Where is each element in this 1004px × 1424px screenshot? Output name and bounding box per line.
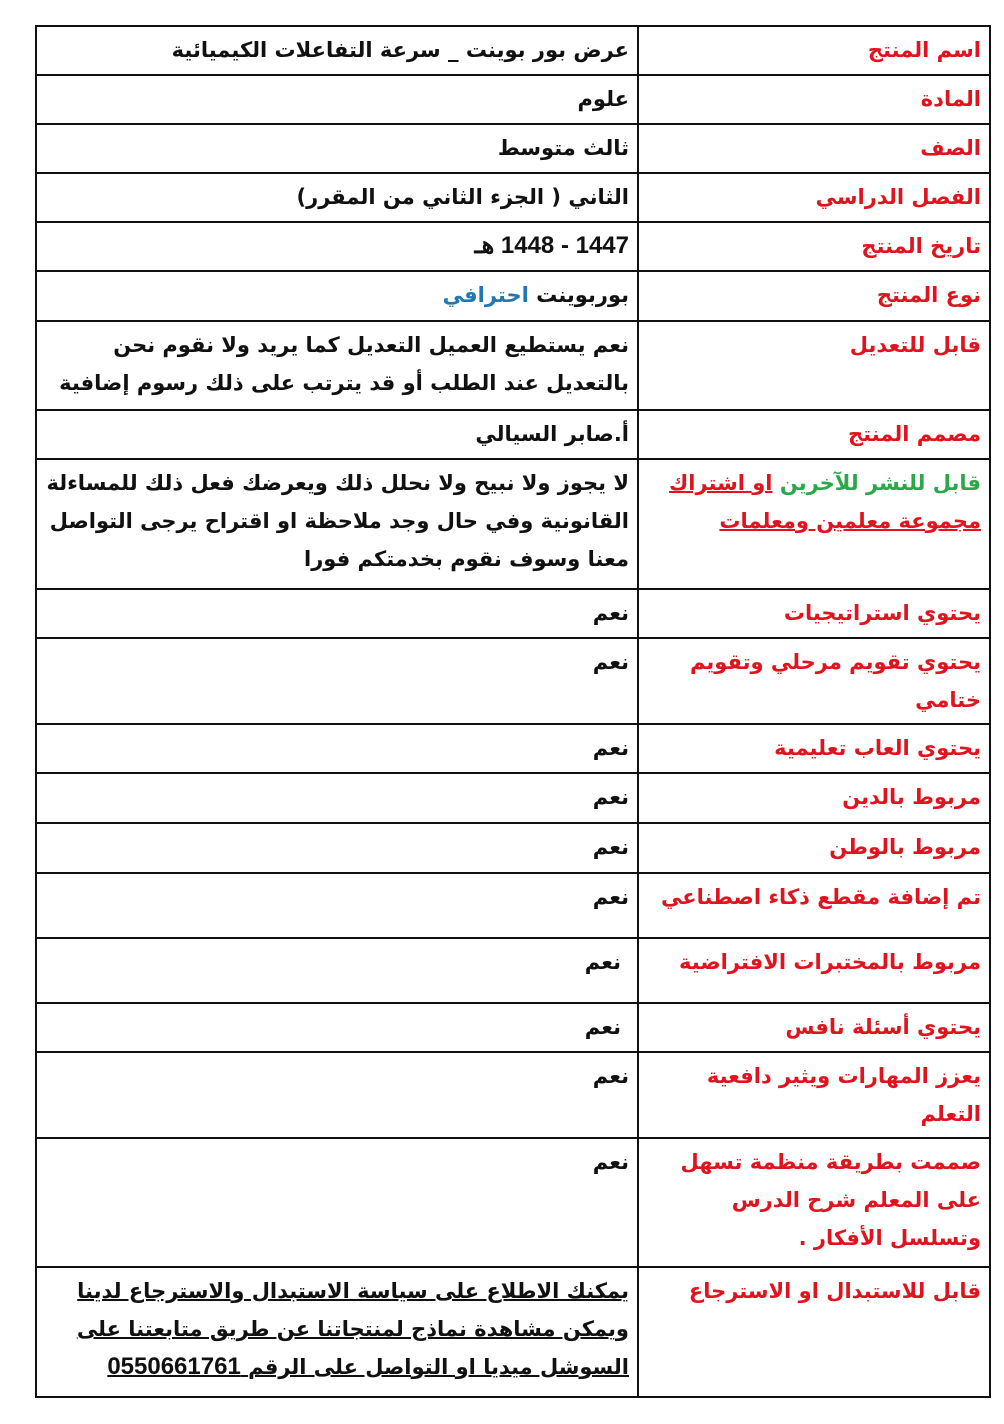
table-row: [36, 938, 990, 1003]
label: الفصل الدراسي: [638, 173, 990, 222]
table-row: [36, 321, 990, 410]
value: أ.صابر السيالي: [36, 410, 638, 459]
table-row: [36, 638, 990, 724]
label-part: او اشتراك مجموعة معلمين ومعلمات: [669, 471, 981, 533]
value-part: بوربوينت: [536, 283, 629, 307]
value: نعم: [36, 724, 638, 773]
value: لا يجوز ولا نبيح ولا نحلل ذلك ويعرضك فعل ذلك للمساءلة القانونية وفي حال وجد ملاحظة او اقتراح يرجى التواصل معنا وسوف نقوم بخدمتكم فورا: [36, 459, 638, 589]
value: نعم: [36, 773, 638, 823]
table-row: [36, 873, 990, 938]
table-row: [36, 773, 990, 823]
table-row: [36, 724, 990, 773]
label: تم إضافة مقطع ذكاء اصطناعي: [638, 873, 990, 938]
label: تاريخ المنتج: [638, 222, 990, 271]
label: الصف: [638, 124, 990, 173]
label: مصمم المنتج: [638, 410, 990, 459]
table-row: [36, 173, 990, 222]
value: الثاني ( الجزء الثاني من المقرر): [36, 173, 638, 222]
value: نعم: [36, 1003, 638, 1052]
value: نعم: [36, 638, 638, 724]
value: نعم: [36, 1138, 638, 1267]
value: نعم: [36, 1052, 638, 1138]
label-part: قابل للنشر للآخرين: [779, 471, 981, 495]
value: علوم: [36, 75, 638, 124]
return-policy-text: يمكنك الاطلاع على سياسة الاستبدال والاسترجاع لدينا ويمكن مشاهدة نماذج لمنتجاتنا عن طريق متابعتنا على السوشل ميديا او التواصل على الرقم: [76, 1279, 629, 1379]
label: [638, 459, 990, 589]
label: يحتوي استراتيجيات: [638, 589, 990, 638]
table-row: [36, 75, 990, 124]
table-row: [36, 222, 990, 271]
table-row: [36, 1267, 990, 1397]
table-row: [36, 26, 990, 75]
value: 1447 - 1448 هـ: [36, 222, 638, 271]
value: نعم: [36, 823, 638, 873]
label: يعزز المهارات ويثير دافعية التعلم: [638, 1052, 990, 1138]
value: ثالث متوسط: [36, 124, 638, 173]
value: [36, 271, 638, 321]
label: قابل للتعديل: [638, 321, 990, 410]
product-info-table: [35, 25, 991, 1398]
table-row: [36, 1052, 990, 1138]
value: نعم يستطيع العميل التعديل كما يريد ولا نقوم نحن بالتعديل عند الطلب أو قد يترتب على ذلك رسوم إضافية: [36, 321, 638, 410]
table-row: [36, 1138, 990, 1267]
table-row: [36, 124, 990, 173]
label: المادة: [638, 75, 990, 124]
label: مربوط بالدين: [638, 773, 990, 823]
phone-number[interactable]: 0550661761: [107, 1353, 241, 1380]
label: اسم المنتج: [638, 26, 990, 75]
table-row: [36, 410, 990, 459]
table-row: [36, 1003, 990, 1052]
label: نوع المنتج: [638, 271, 990, 321]
label: مربوط بالمختبرات الافتراضية: [638, 938, 990, 1003]
label: صممت بطريقة منظمة تسهل على المعلم شرح الدرس وتسلسل الأفكار .: [638, 1138, 990, 1267]
value: [36, 1267, 638, 1397]
label: يحتوي تقويم مرحلي وتقويم ختامي: [638, 638, 990, 724]
label: يحتوي العاب تعليمية: [638, 724, 990, 773]
table-row: [36, 589, 990, 638]
value-part: احترافي: [442, 283, 529, 307]
value: نعم: [36, 938, 638, 1003]
value: عرض بور بوينت _ سرعة التفاعلات الكيميائية: [36, 26, 638, 75]
table-row: [36, 459, 990, 589]
table-row: [36, 823, 990, 873]
label: قابل للاستبدال او الاسترجاع: [638, 1267, 990, 1397]
label: مربوط بالوطن: [638, 823, 990, 873]
value: نعم: [36, 589, 638, 638]
label: يحتوي أسئلة نافس: [638, 1003, 990, 1052]
table-row: [36, 271, 990, 321]
value: نعم: [36, 873, 638, 938]
